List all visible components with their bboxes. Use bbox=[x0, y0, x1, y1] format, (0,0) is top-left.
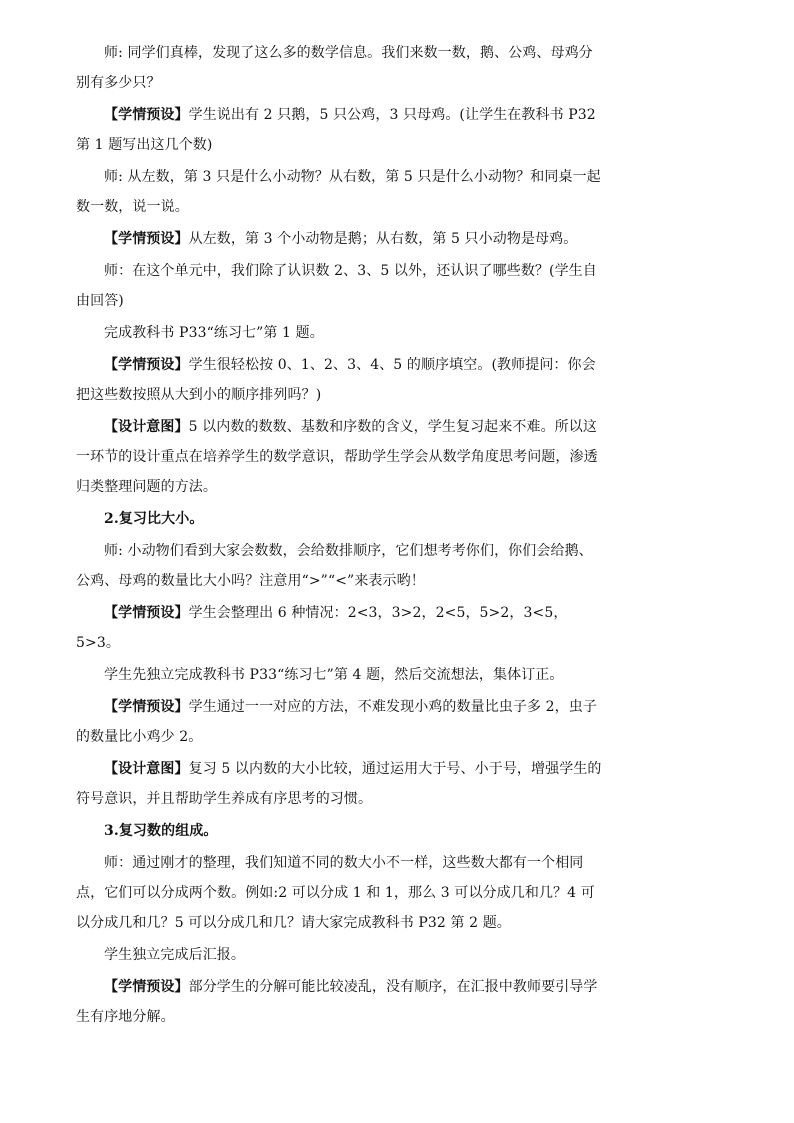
paragraph bbox=[76, 38, 606, 98]
paragraph-text: 学生独立完成后汇报。 bbox=[104, 947, 245, 963]
paragraph-text: 学生通过一一对应的方法，不难发现小鸡的数量比虫子多 2，虫子的数量比小鸡少 2。 bbox=[76, 699, 597, 745]
paragraph bbox=[76, 692, 606, 752]
paragraph-tag: 【设计意图】 bbox=[104, 419, 189, 435]
section-heading-text: 2.复习比大小。 bbox=[104, 511, 204, 527]
paragraph-text: 师：通过刚才的整理，我们知道不同的数大小不一样，这些数大都有一个相同点，它们可以分成两个数。例如:2 可以分成 1 和 1，那么 3 可以分成几和几？4 可以分成几和几？5 可以分成几和几？请大家完成教科书 P32 第 2 题。 bbox=[76, 855, 595, 931]
paragraph bbox=[76, 162, 606, 222]
section-heading bbox=[76, 504, 606, 534]
paragraph bbox=[76, 224, 606, 254]
paragraph-text: 师: 小动物们看到大家会数数，会给数排顺序，它们想考考你们，你们会给鹅、公鸡、母鸡的数量比大小吗？注意用“>”“<”来表示哟！ bbox=[76, 543, 593, 589]
paragraph-text: 部分学生的分解可能比较凌乱，没有顺序，在汇报中教师要引导学生有序地分解。 bbox=[76, 979, 598, 1025]
paragraph bbox=[76, 536, 606, 596]
document-body bbox=[76, 38, 606, 1032]
section-heading bbox=[76, 816, 606, 846]
paragraph-tag: 【学情预设】 bbox=[104, 605, 189, 621]
paragraph-tag: 【设计意图】 bbox=[104, 761, 189, 777]
paragraph-text: 学生说出有 2 只鹅，5 只公鸡，3 只母鸡。(让学生在教科书 P32 第 1 题写出这几个数) bbox=[76, 107, 596, 153]
paragraph-tag: 【学情预设】 bbox=[104, 107, 189, 123]
section-heading-text: 3.复习数的组成。 bbox=[104, 823, 218, 839]
paragraph-tag: 【学情预设】 bbox=[104, 231, 189, 247]
paragraph-text: 学生先独立完成教科书 P33“练习七”第 4 题，然后交流想法，集体订正。 bbox=[104, 667, 564, 683]
paragraph-text: 师：在这个单元中，我们除了认识数 2、3、5 以外，还认识了哪些数？(学生自由回答) bbox=[76, 263, 597, 309]
paragraph bbox=[76, 350, 606, 410]
paragraph-tag: 【学情预设】 bbox=[104, 357, 189, 373]
paragraph bbox=[76, 972, 606, 1032]
paragraph bbox=[76, 598, 606, 658]
paragraph-text: 5 以内数的数数、基数和序数的含义，学生复习起来不难。所以这一环节的设计重点在培养学生的数学意识，帮助学生学会从数学角度思考问题，渗透归类整理问题的方法。 bbox=[76, 419, 598, 495]
paragraph-text: 从左数，第 3 个小动物是鹅；从右数，第 5 只小动物是母鸡。 bbox=[188, 231, 578, 247]
paragraph-text: 师: 同学们真棒，发现了这么多的数学信息。我们来数一数，鹅、公鸡、母鸡分别有多少只？ bbox=[76, 45, 593, 91]
paragraph bbox=[76, 256, 606, 316]
paragraph-text: 学生会整理出 6 种情况：2<3，3>2，2<5，5>2，3<5，5>3。 bbox=[76, 605, 568, 651]
paragraph-text: 完成教科书 P33“练习七”第 1 题。 bbox=[104, 325, 324, 341]
paragraph-tag: 【学情预设】 bbox=[104, 979, 189, 995]
paragraph bbox=[76, 848, 606, 938]
paragraph-text: 师: 从左数，第 3 只是什么小动物？从右数，第 5 只是什么小动物？和同桌一起数一数，说一说。 bbox=[76, 169, 601, 215]
paragraph bbox=[76, 754, 606, 814]
paragraph bbox=[76, 100, 606, 160]
paragraph bbox=[76, 940, 606, 970]
paragraph bbox=[76, 318, 606, 348]
paragraph-text: 学生很轻松按 0、1、2、3、4、5 的顺序填空。(教师提问：你会把这些数按照从大到小的顺序排列吗？) bbox=[76, 357, 596, 403]
paragraph bbox=[76, 412, 606, 502]
paragraph bbox=[76, 660, 606, 690]
paragraph-tag: 【学情预设】 bbox=[104, 699, 189, 715]
paragraph-text: 复习 5 以内数的大小比较，通过运用大于号、小于号，增强学生的符号意识，并且帮助学生养成有序思考的习惯。 bbox=[76, 761, 602, 807]
